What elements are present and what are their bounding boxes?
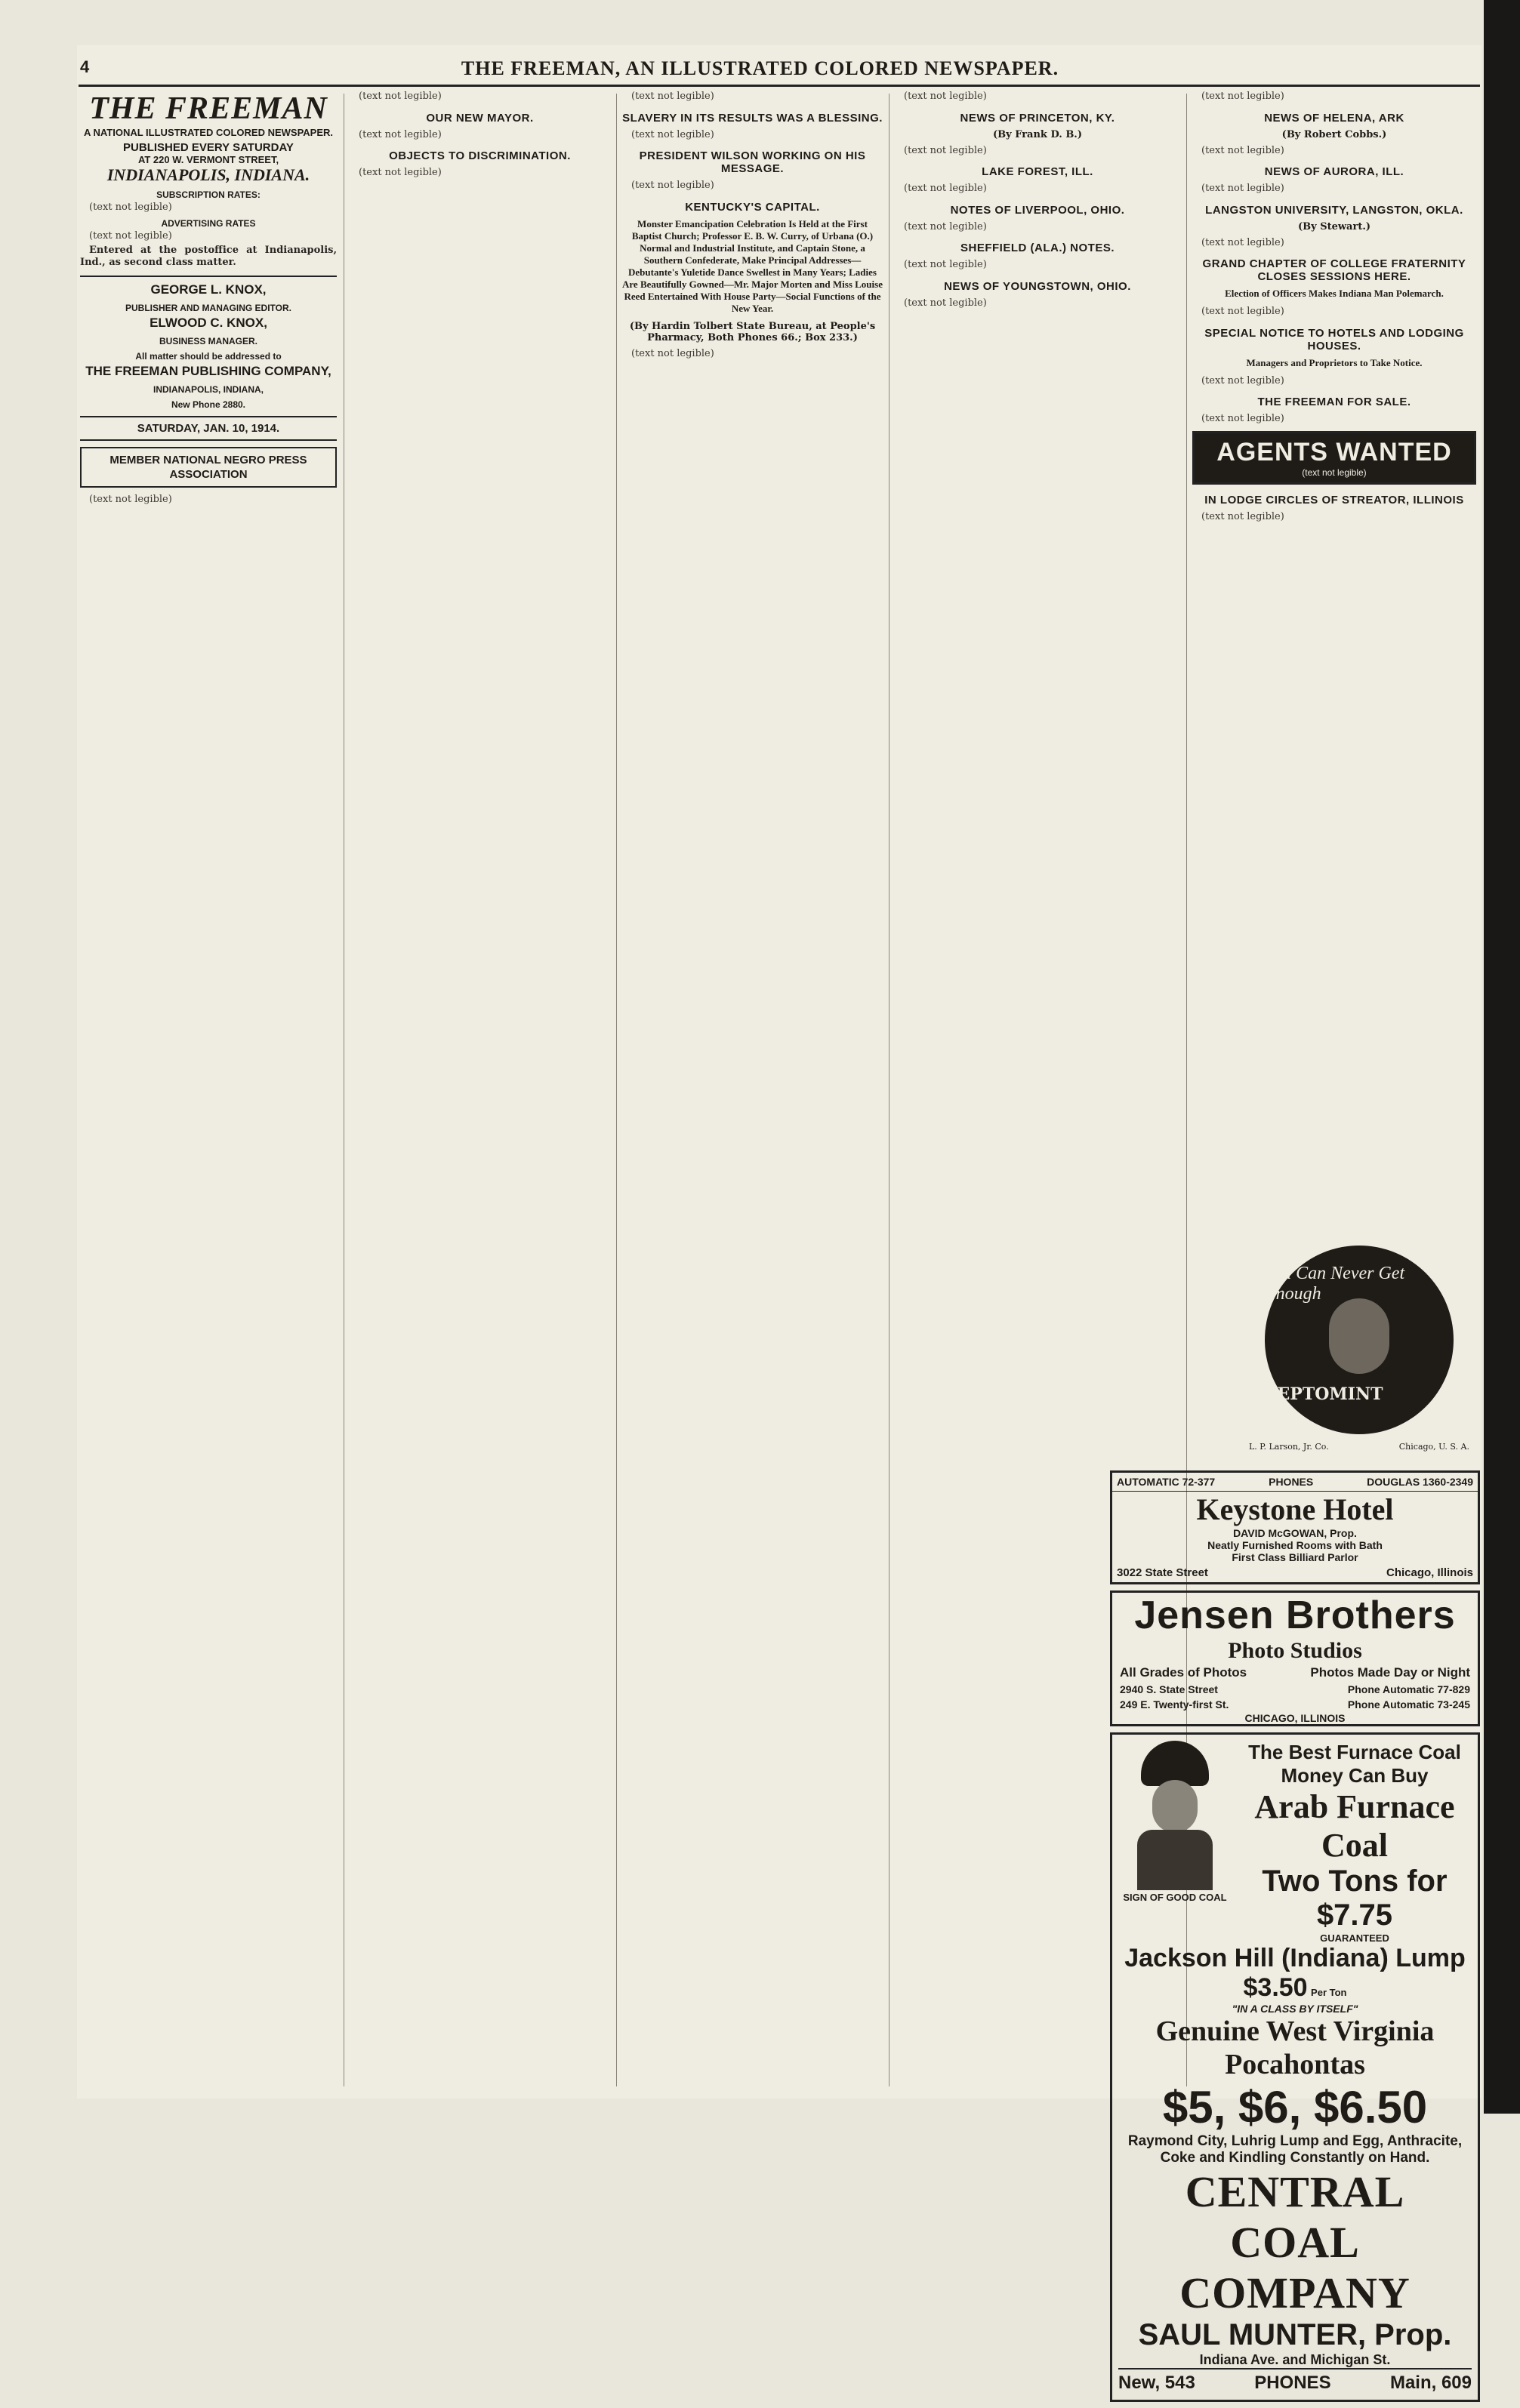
business-manager-title: BUSINESS MANAGER.: [159, 336, 257, 346]
company-name: THE FREEMAN PUBLISHING COMPANY,: [85, 364, 331, 378]
article-byline: (By Robert Cobbs.): [1281, 128, 1387, 140]
gum-brand: PEPTOMINT: [1265, 1384, 1383, 1404]
article-heading: OBJECTS TO DISCRIMINATION.: [389, 149, 571, 162]
column-5: (text not legible) NEWS OF HELENA, ARK (By Robert Cobbs.) (text not legible) NEWS OF AURORA, ILL. (text not legible) LANGSTON UNIVERSITY, LANGSTON, OKLA. (By Stewart.) (text not legible) GRAND CHAPTER OF COLLEGE FRATERNITY CLOSES SESSIONS HERE. Election of Officers Makes Indiana Man Polemarch. (text not legible) SPECIAL NOTICE TO HOTELS AND LODGING HOUSES. Managers and Proprietors to Take Notice. (text not legible) THE FREEMAN FOR SALE. (text not legible) AGENTS WANTED (text not legible) IN LODGE CIRCLES OF STREATOR, ILLINOIS (text not legible): [1192, 91, 1476, 2091]
coal-phone-main: Main, 609: [1389, 2373, 1472, 2393]
article-heading: NOTES OF LIVERPOOL, OHIO.: [950, 203, 1125, 217]
hotel-name: Keystone Hotel: [1196, 1492, 1394, 1526]
column-3: (text not legible) SLAVERY IN ITS RESULTS WAS A BLESSING. (text not legible) PRESIDENT WILSON WORKING ON HIS MESSAGE. (text not legible) KENTUCKY'S CAPITAL. Monster Emancipation Celebration Is Held at the First Baptist Church; Professor E. B. W. Curry, of Urbana (O.) Normal and Industrial Institute, and Captain Stone, a Southern Confederate, Make Principal Addresses—Debutante's Yuletide Dance Swellest in Many Years; Ladies Are Beautifully Gowned—Mr. Major Morten and Miss Louise Reed Entertained With House Party—Social Functions of the New Year. (By Hardin Tolbert State Bureau, at People's Pharmacy, Both Phones 66.; Box 233.) (text not legible): [622, 91, 883, 359]
business-manager-name: ELWOOD C. KNOX,: [150, 316, 267, 330]
jensen-address-1: 2940 S. State Street: [1120, 1683, 1218, 1695]
article-heading: LAKE FOREST, ILL.: [982, 165, 1093, 178]
subscription-rates-heading: SUBSCRIPTION RATES:: [156, 189, 261, 200]
article-heading: OUR NEW MAYOR.: [426, 111, 534, 125]
article-heading: IN LODGE CIRCLES OF STREATOR, ILLINOIS: [1204, 493, 1464, 507]
gum-ad: [1246, 1238, 1472, 1452]
jensen-brothers-ad: [1110, 1590, 1480, 1726]
portrait-icon: [1329, 1298, 1389, 1374]
jensen-phone-1: Phone Automatic 77-829: [1347, 1683, 1470, 1695]
paper-subtitle: A NATIONAL ILLUSTRATED COLORED NEWSPAPER.: [83, 127, 334, 138]
coal-mascot-icon: [1118, 1741, 1232, 1892]
gum-slogan: You Can Never Get Enough: [1265, 1264, 1405, 1304]
agents-wanted-ad: AGENTS WANTED (text not legible): [1192, 431, 1476, 485]
coal-two-tons: Two Tons for $7.75: [1262, 1865, 1448, 1932]
coal-company: CENTRAL COAL COMPANY: [1179, 2167, 1411, 2317]
coal-raymond: Raymond City, Luhrig Lump and Egg, Anthracite, Coke and Kindling Constantly on Hand.: [1127, 2133, 1463, 2166]
masthead-rule: [79, 85, 1480, 87]
issue-date: SATURDAY, JAN. 10, 1914.: [80, 416, 337, 441]
column-divider: [616, 94, 617, 2086]
column-1: [80, 91, 337, 2091]
company-phone: New Phone 2880.: [171, 399, 246, 410]
jensen-night: Photos Made Day or Night: [1310, 1665, 1470, 1680]
article-heading: PRESIDENT WILSON WORKING ON HIS MESSAGE.: [639, 149, 866, 175]
coal-jackson: Jackson Hill (Indiana) Lump $3.50: [1124, 1944, 1466, 2002]
hotel-phone-automatic: AUTOMATIC 72-377: [1117, 1476, 1216, 1488]
publisher-name: GEORGE L. KNOX,: [150, 282, 267, 297]
publish-schedule: PUBLISHED EVERY SATURDAY: [123, 141, 294, 154]
coal-prices: $5, $6, $6.50: [1162, 2082, 1428, 2132]
dark-edge-strip: [1484, 0, 1520, 2114]
article-byline: (By Frank D. B.): [992, 128, 1082, 140]
coal-best: The Best Furnace Coal: [1248, 1741, 1461, 1763]
article-byline: (By Hardin Tolbert State Bureau, at People's Pharmacy, Both Phones 66.; Box 233.): [629, 320, 876, 343]
coal-phone-new: New, 543: [1118, 2373, 1195, 2393]
jensen-sub: Photo Studios: [1228, 1638, 1362, 1663]
page-number: 4: [80, 57, 90, 76]
article-subheading: Monster Emancipation Celebration Is Held at the First Baptist Church; Professor E. B. W. Curry, of Urbana (O.) Normal and Industrial Institute, and Captain Stone, a Southern Confederate, Make Principal Addresses—Debutante's Yuletide Dance Swellest in Many Years; Ladies Are Beautifully Gowned—Mr. Major Morten and Miss Louise Reed Entertained With House Party—Social Functions of the New Year.: [622, 217, 883, 314]
mail-line: All matter should be addressed to: [135, 351, 282, 362]
coal-phones-label: PHONES: [1254, 2373, 1331, 2393]
hotel-phones-label: PHONES: [1269, 1476, 1314, 1488]
coal-money: Money Can Buy: [1281, 1764, 1429, 1787]
jensen-address-2: 249 E. Twenty-first St.: [1120, 1698, 1229, 1711]
article-heading: GRAND CHAPTER OF COLLEGE FRATERNITY CLOSES SESSIONS HERE.: [1202, 257, 1466, 283]
hotel-phone-douglas: DOUGLAS 1360-2349: [1367, 1476, 1473, 1488]
coal-address: Indiana Ave. and Michigan St.: [1199, 2352, 1391, 2367]
paper-title: THE FREEMAN: [89, 91, 328, 126]
publisher-title: PUBLISHER AND MANAGING EDITOR.: [125, 303, 291, 313]
advertising-rates-text: (text not legible): [89, 229, 172, 242]
coal-arab: Arab Furnace Coal: [1254, 1788, 1455, 1864]
column-2: (text not legible) OUR NEW MAYOR. (text not legible) OBJECTS TO DISCRIMINATION. (text not legible): [350, 91, 610, 2091]
lower-right-ads: [1110, 1464, 1480, 2408]
coal-class: "IN A CLASS BY ITSELF": [1232, 2003, 1358, 2015]
subscription-rates-text: (text not legible): [89, 202, 172, 213]
agents-wanted-title: AGENTS WANTED: [1216, 437, 1452, 467]
hotel-billiard: First Class Billiard Parlor: [1232, 1551, 1358, 1563]
article-heading: NEWS OF HELENA, ARK: [1264, 111, 1404, 125]
hotel-rooms: Neatly Furnished Rooms with Bath: [1207, 1539, 1383, 1551]
press-association-box: MEMBER NATIONAL NEGRO PRESS ASSOCIATION: [80, 447, 337, 488]
jensen-city: CHICAGO, ILLINOIS: [1244, 1712, 1346, 1724]
editorial-masthead: [80, 91, 337, 277]
article-heading: SPECIAL NOTICE TO HOTELS AND LODGING HOUSES.: [1204, 326, 1464, 353]
jensen-phone-2: Phone Automatic 73-245: [1347, 1698, 1470, 1711]
hotel-city: Chicago, Illinois: [1386, 1566, 1473, 1579]
article-heading: THE FREEMAN FOR SALE.: [1257, 396, 1411, 408]
keystone-hotel-ad: [1110, 1470, 1480, 1584]
page-masthead: THE FREEMAN, AN ILLUSTRATED COLORED NEWSPAPER.: [461, 57, 1059, 79]
article-subheading: Election of Officers Makes Indiana Man Polemarch.: [1225, 288, 1444, 299]
article-heading: NEWS OF AURORA, ILL.: [1264, 165, 1404, 178]
coal-sign-caption: SIGN OF GOOD COAL: [1123, 1892, 1227, 1903]
gum-city: Chicago, U. S. A.: [1398, 1442, 1469, 1452]
central-coal-ad: [1110, 1732, 1480, 2402]
article-heading: LANGSTON UNIVERSITY, LANGSTON, OKLA.: [1205, 203, 1463, 217]
coal-per-ton: Per Ton: [1311, 1987, 1347, 1998]
gum-maker: L. P. Larson, Jr. Co.: [1249, 1442, 1329, 1452]
hotel-address: 3022 State Street: [1117, 1566, 1208, 1579]
publish-city: INDIANAPOLIS, INDIANA.: [106, 165, 310, 184]
publish-address: AT 220 W. VERMONT STREET,: [137, 154, 279, 165]
column-4: (text not legible) NEWS OF PRINCETON, KY. (By Frank D. B.) (text not legible) LAKE FOREST, ILL. (text not legible) NOTES OF LIVERPOOL, OHIO. (text not legible) SHEFFIELD (ALA.) NOTES. (text not legible) NEWS OF YOUNGSTOWN, OHIO. (text not legible): [895, 91, 1180, 2091]
advertising-rates-heading: ADVERTISING RATES: [161, 217, 256, 229]
article-heading: NEWS OF YOUNGSTOWN, OHIO.: [944, 279, 1131, 293]
article-heading: NEWS OF PRINCETON, KY.: [960, 111, 1115, 125]
jensen-name: Jensen Brothers: [1134, 1594, 1456, 1637]
company-city: INDIANAPOLIS, INDIANA,: [153, 384, 264, 395]
jensen-grades: All Grades of Photos: [1120, 1665, 1247, 1680]
coal-proprietor: SAUL MUNTER, Prop.: [1138, 2318, 1452, 2351]
article-heading: SHEFFIELD (ALA.) NOTES.: [960, 242, 1115, 254]
coal-genuine: Genuine West Virginia Pocahontas: [1155, 2015, 1435, 2080]
article-byline: (By Stewart.): [1297, 220, 1371, 232]
editorial-text: (text not legible): [89, 494, 172, 505]
hotel-owner: DAVID McGOWAN, Prop.: [1233, 1527, 1357, 1539]
coal-guaranteed: GUARANTEED: [1320, 1932, 1389, 1944]
entered-notice: Entered at the postoffice at Indianapolis, Ind., as second class matter.: [80, 245, 337, 268]
article-heading: KENTUCKY'S CAPITAL.: [685, 200, 820, 214]
gum-ad-circle: [1265, 1246, 1454, 1434]
article-subheading: Managers and Proprietors to Take Notice.: [1246, 356, 1423, 368]
article-heading: SLAVERY IN ITS RESULTS WAS A BLESSING.: [622, 111, 883, 125]
